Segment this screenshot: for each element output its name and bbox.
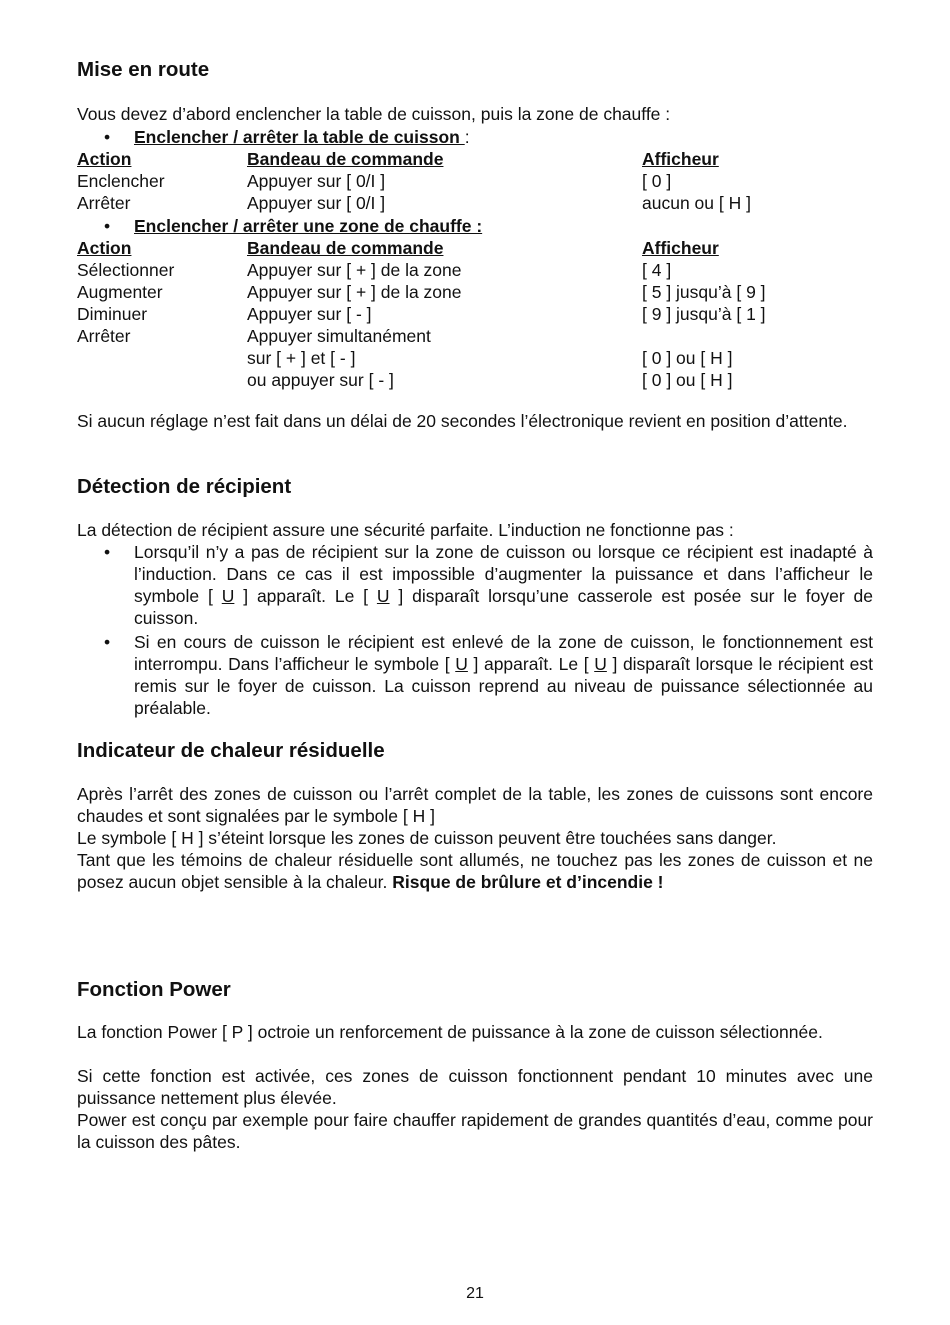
section-heading-mise-en-route: Mise en route bbox=[77, 58, 210, 81]
text-run: ] disparaît lorsqu’une casserole est posée sur le foyer de cuisson. bbox=[134, 586, 874, 628]
table2-header-action: Action bbox=[77, 238, 132, 258]
bullet-dot: • bbox=[104, 216, 111, 236]
table-cell: Enclencher bbox=[77, 171, 165, 191]
table2-header-afficheur: Afficheur bbox=[642, 238, 719, 258]
power-p3: Power est conçu par exemple pour faire chauffer rapidement de grandes quantités d’eau, comme pour la cuisson des pâtes. bbox=[77, 1110, 873, 1152]
table1-title bbox=[134, 126, 470, 148]
text-run: ] apparaît. Le [ bbox=[234, 586, 377, 606]
table-cell: [ 0 ] ou [ H ] bbox=[642, 370, 733, 390]
text-run: ] apparaît. Le [ bbox=[467, 654, 595, 674]
section-heading-power: Fonction Power bbox=[77, 978, 231, 1001]
bullet-dot: • bbox=[104, 632, 111, 652]
intro-text: Vous devez d’abord enclencher la table de cuisson, puis la zone de chauffe : bbox=[77, 104, 671, 124]
text-run: Lorsqu’il n’y a pas de récipient sur la zone de cuisson ou lorsque ce récipient est inadapté à l’induction. Dans ce cas il est impossible d’augmenter la puissance et dans l’afficheur le symbole [ bbox=[134, 542, 873, 606]
detection-bullet-1-text bbox=[134, 541, 873, 629]
symbol-u: U bbox=[455, 654, 468, 674]
section-heading-detection: Détection de récipient bbox=[77, 475, 292, 498]
table-cell: sur [ + ] et [ - ] bbox=[247, 348, 356, 368]
table2-header-bandeau: Bandeau de commande bbox=[247, 238, 444, 258]
table1-header-afficheur: Afficheur bbox=[642, 149, 719, 169]
detection-bullet-2-text bbox=[134, 631, 873, 719]
section-heading-residual: Indicateur de chaleur résiduelle bbox=[77, 739, 385, 762]
table-cell: ou appuyer sur [ - ] bbox=[247, 370, 394, 390]
table-cell: Diminuer bbox=[77, 304, 148, 324]
table-cell: [ 0 ] ou [ H ] bbox=[642, 348, 733, 368]
table1-title-text: Enclencher / arrêter la table de cuisson bbox=[134, 127, 465, 147]
symbol-u: U bbox=[594, 654, 607, 674]
text-run: ] disparaît lorsque le récipient est remis sur le foyer de cuisson. La cuisson reprend au niveau de puissance sélectionnée au préalable. bbox=[134, 654, 874, 718]
table-cell: Appuyer sur [ + ] de la zone bbox=[247, 282, 462, 302]
residual-p2: Le symbole [ H ] s’éteint lorsque les zones de cuisson peuvent être touchées sans danger. bbox=[77, 828, 777, 848]
bullet-dot: • bbox=[104, 542, 111, 562]
standby-note: Si aucun réglage n’est fait dans un délai de 20 secondes l’électronique revient en position d’attente. bbox=[77, 411, 848, 431]
residual-p1: Après l’arrêt des zones de cuisson ou l’arrêt complet de la table, les zones de cuissons sont encore chaudes et sont signalées par le symbole [ H ] bbox=[77, 784, 873, 826]
table-cell: [ 4 ] bbox=[642, 260, 672, 280]
table-cell: Augmenter bbox=[77, 282, 163, 302]
power-p2: Si cette fonction est activée, ces zones de cuisson fonctionnent pendant 10 minutes avec une puissance nettement plus élevée. bbox=[77, 1066, 873, 1108]
table-cell: Appuyer sur [ 0/I ] bbox=[247, 193, 386, 213]
detection-intro: La détection de récipient assure une sécurité parfaite. L’induction ne fonctionne pas : bbox=[77, 520, 734, 540]
table-cell: Appuyer simultanément bbox=[247, 326, 431, 346]
table1-header-action: Action bbox=[77, 149, 132, 169]
text-run: Tant que les témoins de chaleur résiduelle sont allumés, ne touchez pas les zones de cuisson et ne posez aucun objet sensible à la chaleur. bbox=[77, 850, 873, 892]
table-cell: Appuyer sur [ + ] de la zone bbox=[247, 260, 462, 280]
warning-text: Risque de brûlure et d’incendie ! bbox=[392, 872, 664, 892]
table-cell: Arrêter bbox=[77, 326, 131, 346]
text-run: Si en cours de cuisson le récipient est enlevé de la zone de cuisson, le fonctionnement est interrompu. Dans l’afficheur le symbole [ bbox=[134, 632, 873, 674]
table-cell: [ 9 ] jusqu’à [ 1 ] bbox=[642, 304, 766, 324]
table-cell: Appuyer sur [ 0/I ] bbox=[247, 171, 386, 191]
symbol-u: U bbox=[376, 586, 390, 606]
table-cell: [ 5 ] jusqu’à [ 9 ] bbox=[642, 282, 766, 302]
table-cell: Sélectionner bbox=[77, 260, 175, 280]
table-cell: Appuyer sur [ - ] bbox=[247, 304, 372, 324]
table-cell: aucun ou [ H ] bbox=[642, 193, 751, 213]
residual-p3 bbox=[77, 849, 873, 893]
table1-header-bandeau: Bandeau de commande bbox=[247, 149, 444, 169]
power-p1: La fonction Power [ P ] octroie un renforcement de puissance à la zone de cuisson sélectionnée. bbox=[77, 1022, 823, 1042]
table-cell: [ 0 ] bbox=[642, 171, 672, 191]
table1-title-colon: : bbox=[464, 127, 470, 147]
bullet-dot: • bbox=[104, 127, 111, 147]
table-cell: Arrêter bbox=[77, 193, 131, 213]
page-number: 21 bbox=[466, 1285, 484, 1302]
table2-title: Enclencher / arrêter une zone de chauffe : bbox=[134, 216, 483, 236]
symbol-u: U bbox=[221, 586, 235, 606]
